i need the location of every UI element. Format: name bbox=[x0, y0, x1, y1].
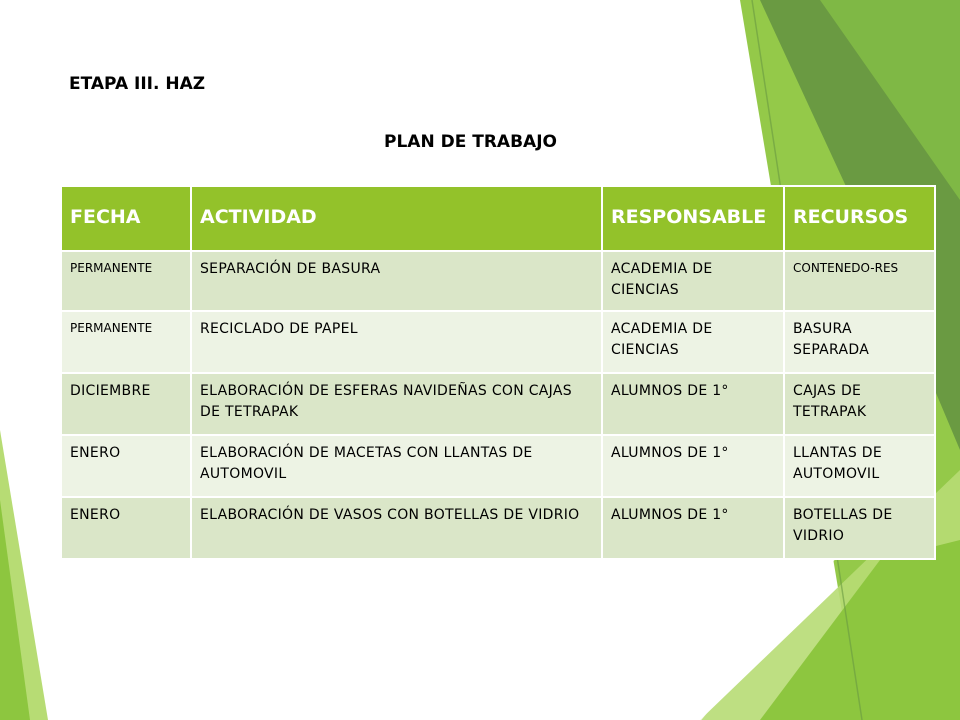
stage-title: ETAPA III. HAZ bbox=[69, 74, 206, 94]
cell-fecha: ENERO bbox=[61, 497, 191, 559]
cell-fecha: PERMANENTE bbox=[61, 251, 191, 311]
work-plan-table bbox=[60, 185, 936, 560]
table-row bbox=[61, 251, 935, 311]
cell-recursos: CAJAS DE TETRAPAK bbox=[784, 373, 935, 435]
cell-fecha: DICIEMBRE bbox=[61, 373, 191, 435]
cell-fecha: PERMANENTE bbox=[61, 311, 191, 373]
cell-responsable: ACADEMIA DE CIENCIAS bbox=[602, 311, 784, 373]
table-row bbox=[61, 311, 935, 373]
cell-recursos: CONTENEDO-RES bbox=[784, 251, 935, 311]
cell-responsable: ALUMNOS DE 1° bbox=[602, 373, 784, 435]
cell-actividad: RECICLADO DE PAPEL bbox=[191, 311, 602, 373]
header-responsable: RESPONSABLE bbox=[602, 186, 784, 251]
cell-responsable: ACADEMIA DE CIENCIAS bbox=[602, 251, 784, 311]
cell-actividad: ELABORACIÓN DE ESFERAS NAVIDEÑAS CON CAJAS DE TETRAPAK bbox=[191, 373, 602, 435]
cell-actividad: SEPARACIÓN DE BASURA bbox=[191, 251, 602, 311]
table-row bbox=[61, 373, 935, 435]
table-header-row bbox=[61, 186, 935, 251]
header-recursos: RECURSOS bbox=[784, 186, 935, 251]
table-row bbox=[61, 497, 935, 559]
cell-fecha: ENERO bbox=[61, 435, 191, 497]
header-fecha: FECHA bbox=[61, 186, 191, 251]
table-row bbox=[61, 435, 935, 497]
plan-title: PLAN DE TRABAJO bbox=[384, 132, 557, 152]
cell-recursos: BASURA SEPARADA bbox=[784, 311, 935, 373]
cell-responsable: ALUMNOS DE 1° bbox=[602, 435, 784, 497]
header-actividad: ACTIVIDAD bbox=[191, 186, 602, 251]
cell-actividad: ELABORACIÓN DE MACETAS CON LLANTAS DE AUTOMOVIL bbox=[191, 435, 602, 497]
cell-recursos: BOTELLAS DE VIDRIO bbox=[784, 497, 935, 559]
cell-recursos: LLANTAS DE AUTOMOVIL bbox=[784, 435, 935, 497]
cell-responsable: ALUMNOS DE 1° bbox=[602, 497, 784, 559]
cell-actividad: ELABORACIÓN DE VASOS CON BOTELLAS DE VIDRIO bbox=[191, 497, 602, 559]
